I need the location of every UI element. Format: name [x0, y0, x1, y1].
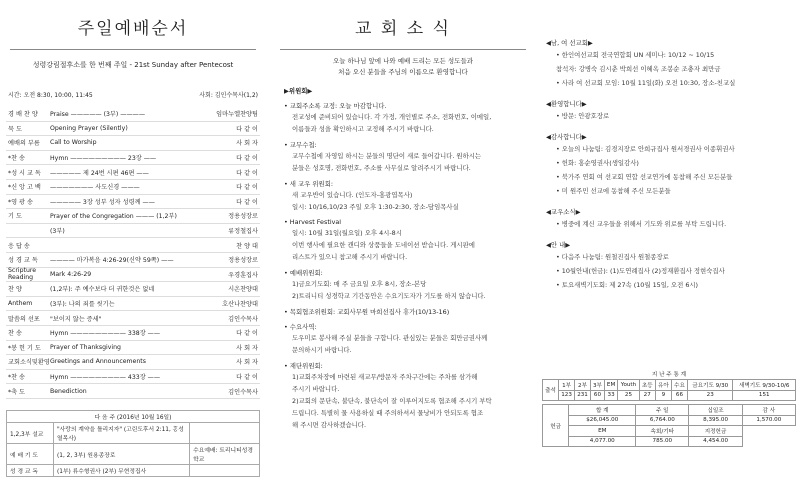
order-item-title: ————— 3장 성부 성자 성령께 —— — [50, 198, 155, 206]
news-heading: • Harvest Festival — [284, 218, 342, 226]
attendance-header: 새벽기도 9/30-10/6 — [733, 380, 796, 391]
order-row — [6, 180, 260, 195]
news-line: 일시: 10/16,10/23 주일 오후 1:30-2:30, 장소-담임목사실 — [292, 203, 459, 211]
attendance-value: 33 — [604, 390, 617, 401]
news-heading: • 재단위원회: — [284, 362, 323, 370]
announcement-line: 참석자: 강병숙 김시춘 박희선 이혜옥 조봉순 조충자 최만금 — [556, 65, 721, 73]
next-week-value: (1, 2, 3부) 원용종장로 — [54, 444, 190, 465]
announcement-line: • 북가주 연회 여 선교회 연합 선교연가에 동참해 주신 모든분들 — [556, 173, 733, 181]
news-line: 주시기 바랍니다. — [292, 385, 340, 393]
news-line: 이름들과 성을 확인하시고 교정해 주시기 바랍니다. — [292, 125, 434, 133]
announcement-line: • 사라 여 선교회 모임: 10월 11일(화) 오전 10:30, 장소-친교실 — [556, 79, 736, 87]
worship-time: 시간: 오전 8:30, 10:00, 11:45 — [8, 92, 93, 99]
next-week-row — [7, 465, 260, 477]
attendance-value: 25 — [618, 390, 639, 401]
order-item-title: ———— 마가복음 4:26-29(신약 59쪽) —— — [50, 257, 174, 265]
order-item-title: Hymn ————————— 23장 —— — [50, 155, 157, 163]
order-item-name: *축 도 — [8, 388, 26, 396]
attendance-header: 수요 — [671, 380, 687, 391]
church-news-title: 교 회 소 식 — [355, 19, 451, 39]
order-item-title: Greetings and Announcements — [50, 358, 146, 366]
attendance-value: 123 — [559, 390, 575, 401]
order-row — [6, 122, 260, 137]
order-item-leader: 정용성장로 — [228, 257, 258, 265]
money-header: EM — [569, 426, 636, 437]
order-item-leader: 정용성장로 — [228, 213, 258, 221]
money-label: 헌금 — [543, 405, 569, 447]
order-item-name: 교회소식및환영 — [8, 359, 50, 367]
next-week-row — [7, 444, 260, 465]
order-row — [6, 326, 260, 341]
order-item-name: 묵 도 — [8, 125, 22, 133]
money-value: 4,077.00 — [569, 436, 636, 447]
news-line: 전교성에 준비되어 있습니다. 각 가정, 개인별로 주소, 전화번호, 이메일, — [292, 113, 492, 121]
announcement-line: • 오늘의 나눔팀: 김경지장로 안희규집사 원서경권사 이종휘권사 — [556, 145, 735, 153]
order-item-title: (3부): 나의 죄를 씻기는 — [50, 301, 115, 309]
attendance-value: 60 — [591, 390, 605, 401]
announcement-line: • 방문: 안광호장로 — [556, 112, 610, 120]
money-value: 8,395.00 — [689, 415, 742, 426]
attendance-header: 1부 — [559, 380, 575, 391]
order-item-leader: 다 같 이 — [236, 169, 258, 177]
order-item-leader: 임마누엘찬양팀 — [216, 111, 258, 119]
money-value: 4,454.00 — [689, 436, 742, 447]
news-line: 분들은 성호명, 전화번호, 주소를 사무실로 알려주시기 바랍니다. — [292, 164, 471, 172]
next-week-value: (1부) 류수형권사 (2부) 무현정집사 — [54, 465, 190, 477]
news-sections — [284, 86, 522, 430]
attendance-value: 231 — [575, 390, 591, 401]
order-item-name: *찬 송 — [8, 373, 26, 381]
order-item-name: *찬 송 — [8, 155, 26, 163]
order-item-title: Prayer of the Congregation ——— (1,2부) — [50, 213, 177, 221]
order-item-name: *신 앙 고 백 — [8, 184, 41, 192]
news-line: 2)트리니티 성경학교 기간동안은 수요기도자가 기도를 하지 않습니다. — [292, 292, 486, 300]
order-item-title: "보이지 않는 증세" — [50, 315, 102, 323]
next-week-box — [6, 410, 260, 477]
order-item-leader: 사 회 자 — [236, 344, 258, 352]
announcement-heading: ◀안 내▶ — [546, 241, 571, 249]
order-row — [6, 136, 260, 151]
order-item-title: Hymn ————————— 338장 —— — [50, 330, 161, 338]
next-week-extra — [190, 465, 260, 477]
announcement-line: • 병중에 계신 교우들을 위해서 기도와 위로를 부탁 드립니다. — [556, 220, 727, 228]
next-week-label: 1,2,3부 설교 — [7, 423, 54, 444]
order-item-leader: 김인수목사 — [228, 315, 258, 323]
money-value: 785.00 — [636, 436, 689, 447]
order-row — [6, 238, 260, 253]
news-heading: • 예배위원회: — [284, 269, 323, 277]
news-heading: • 교회주소록 교정: 오늘 마감합니다. — [284, 102, 387, 110]
order-row — [6, 107, 260, 122]
announcement-sections — [546, 38, 792, 291]
attendance-label: 출석 — [543, 380, 559, 401]
attendance-header: Youth — [618, 380, 639, 391]
attendance-header: 초등 — [639, 380, 655, 391]
attendance-table — [542, 379, 796, 401]
order-item-leader: 다 같 이 — [236, 155, 258, 163]
announcement-line: • 10월안내(헌금): (1)도연례집사 (2)정재환집사 정현숙집사 — [556, 267, 725, 275]
order-row — [6, 195, 260, 210]
order-item-title: Praise ————— (3부) ———— — [50, 111, 146, 119]
news-line: 이번 행사에 필요한 캔디와 상품들을 도네이션 받습니다. 게시판에 — [292, 241, 475, 249]
attendance-header: 금요기도 9/30 — [688, 380, 733, 391]
order-item-leader: 류정철집사 — [228, 228, 258, 236]
order-item-title: (1,2부): 주 예수보다 더 귀한것은 없네 — [50, 286, 155, 294]
order-item-leader: 다 같 이 — [236, 330, 258, 338]
money-header: 감 사 — [742, 405, 795, 416]
order-item-title: ————— 제 24번 시편 46편 —— — [50, 169, 149, 177]
news-line: 문의하시기 바랍니다. — [292, 346, 352, 354]
order-row — [6, 253, 260, 268]
order-item-title: (3부) — [50, 228, 65, 236]
order-item-title: Mark 4:26-29 — [50, 270, 92, 278]
news-line: 1)금요기도회: 매 주 금요일 오후 8시, 장소-본당 — [292, 280, 427, 288]
order-item-name: *영 광 송 — [8, 198, 33, 206]
greeting-line: 처음 오신 분들을 주님의 이름으로 환영합니다 — [338, 68, 468, 76]
order-item-name: 응 답 송 — [8, 242, 30, 250]
order-item-leader: 김인수목사 — [228, 388, 258, 396]
worship-presider: 사회: 김인수목사(1,2) — [199, 92, 258, 99]
offering-stats — [542, 370, 796, 447]
order-item-name: Anthem — [8, 300, 33, 308]
money-header: 속회/기타 — [636, 426, 689, 437]
announcement-line: • 토요새벽기도회: 제 27속 (10월 15일, 오전 6시) — [556, 281, 699, 289]
order-item-name: 성 경 교 독 — [8, 257, 38, 265]
money-value: 1,570.00 — [742, 415, 795, 426]
attendance-header: 3부 — [591, 380, 605, 391]
offering-caption: 지 난 주 통 계 — [651, 372, 687, 378]
news-line: 리스트가 있으니 참고해 주시기 바랍니다. — [292, 253, 408, 261]
order-row — [6, 165, 260, 180]
announcement-line: • 헌화: 홍순영권사(생일감사) — [556, 159, 639, 167]
announcement-line: • 미 원주민 선교에 동참해 주신 모든분들 — [556, 187, 671, 195]
order-item-leader: 시온찬양대 — [228, 286, 258, 294]
worship-order-list — [6, 107, 260, 399]
attendance-header: 유아 — [655, 380, 671, 391]
next-week-title: 다 음 주 (2016년 10월 16일) — [6, 410, 260, 422]
order-item-leader: 다 같 이 — [236, 184, 258, 192]
order-item-leader: 우경훈집사 — [228, 271, 258, 279]
order-item-title: Opening Prayer (Silently) — [50, 124, 128, 132]
money-value: 6,764.00 — [636, 415, 689, 426]
attendance-value: 27 — [639, 390, 655, 401]
attendance-value: 151 — [733, 390, 796, 401]
order-item-name: *성 시 교 독 — [8, 169, 41, 177]
order-row — [6, 341, 260, 356]
news-line: 1)교회주차장에 마련된 새교무/방문자 주차구간에는 주차를 삼가해 — [292, 373, 478, 381]
money-header: 십일조 — [689, 405, 742, 416]
order-item-leader: 다 같 이 — [236, 198, 258, 206]
news-line: 드립니다. 특별히 물 사용하실 때 주의하셔서 물낭비가 안되도록 협조 — [292, 409, 484, 417]
order-row — [6, 370, 260, 385]
worship-order-column — [0, 0, 266, 486]
order-item-leader: 다 같 이 — [236, 125, 258, 133]
order-item-name: 경 배 찬 양 — [8, 111, 38, 119]
next-week-extra: 수요예배: 트리니티성경학교 — [190, 444, 260, 465]
attendance-header: 2부 — [575, 380, 591, 391]
order-item-leader: 찬 양 대 — [236, 242, 258, 250]
order-item-name: 찬 양 — [8, 286, 22, 294]
order-item-name: *봉 헌 기 도 — [8, 344, 41, 352]
announcement-line: • 다음주 나눔팀: 원철진집사 원철종장로 — [556, 253, 669, 261]
order-item-title: ——————— 사도신경 ——— — [50, 184, 140, 192]
news-heading: • 교무수첩: — [284, 141, 317, 149]
news-line: 2)교회의 문단속, 불단속, 불단속이 잘 이루어지도록 협조해 주시기 부탁 — [292, 397, 492, 405]
news-line: 일시: 10월 31일(월요일) 오후 4시-8시 — [292, 229, 402, 237]
order-row — [6, 384, 260, 399]
next-week-value: "사랑의 계약을 틀리지자" (고린도후서 2:11, 홍성열목사) — [54, 423, 190, 444]
announcement-heading: ◀환영합니다▶ — [546, 100, 587, 108]
money-table — [542, 404, 796, 447]
order-row — [6, 268, 260, 283]
order-row — [6, 355, 260, 370]
order-item-title: Call to Worship — [50, 139, 97, 147]
next-week-row — [7, 423, 260, 444]
greeting-line: 오늘 하나님 앞에 나와 예배 드리는 모든 성도들과 — [332, 57, 474, 65]
money-header: 합 계 — [569, 405, 636, 416]
order-item-name: 예배의 부름 — [8, 140, 40, 148]
order-item-name: 찬 송 — [8, 330, 22, 338]
order-item-name: 기 도 — [8, 213, 22, 221]
order-item-leader: 사 회 자 — [236, 140, 258, 148]
news-heading: ▶위원회▶ — [284, 87, 313, 95]
attendance-value: 66 — [671, 390, 687, 401]
title-divider — [280, 49, 526, 50]
next-week-label: 성 경 교 독 — [7, 465, 54, 477]
order-item-name: 말씀의 선포 — [8, 315, 40, 323]
title-divider — [10, 49, 256, 50]
order-item-title: Benediction — [50, 387, 87, 395]
announcement-heading: ◀감사합니다▶ — [546, 133, 587, 141]
news-heading: • 목회협조위원회: 교회사무원 마희선집사 휴가(10/13-16) — [284, 308, 450, 316]
order-item-leader: 호산나찬양대 — [222, 301, 258, 309]
order-row — [6, 224, 260, 239]
money-header: 지정헌금 — [689, 426, 742, 437]
announcement-line: • 한인여선교회 전국연합회 UN 세미나: 10/12 ~ 10/15 — [556, 51, 715, 59]
attendance-value: 9 — [655, 390, 671, 401]
church-news-column — [270, 0, 536, 486]
news-line: 해 주시면 감사하겠습니다. — [292, 421, 367, 429]
order-item-title: Prayer of Thanksgiving — [50, 343, 121, 351]
order-item-title: Hymn ————————— 433장 —— — [50, 373, 161, 381]
order-item-name: Scripture Reading — [8, 267, 37, 282]
news-heading: • 수요사역: — [284, 323, 317, 331]
money-header: 주 일 — [636, 405, 689, 416]
order-item-leader: 다 같 이 — [236, 373, 258, 381]
attendance-value: 23 — [688, 390, 733, 401]
worship-subtitle: 성령강림절후소를 한 번째 주일 - 21st Sunday after Pentecost — [32, 61, 234, 69]
next-week-table — [6, 422, 260, 477]
next-week-label: 예 배 기 도 — [7, 444, 54, 465]
news-line: 교무수첩에 자영입 하시는 분들의 명단이 새로 들어갑니다. 원하시는 — [292, 152, 482, 160]
order-row — [6, 151, 260, 166]
news-heading: • 새 교우 위원회: — [284, 180, 334, 188]
news-line: 새 교우반이 있습니다. (인도자-홍광엽목사) — [292, 191, 413, 199]
announcement-heading: ◀교우소식▶ — [546, 208, 581, 216]
next-week-extra — [190, 423, 260, 444]
worship-order-title: 주일예배순서 — [77, 19, 189, 39]
news-line: 도우미로 봉사해 주실 분들을 구합니다. 관심있는 분들은 회만금권사께 — [292, 334, 488, 342]
attendance-header: EM — [604, 380, 617, 391]
order-row — [6, 297, 260, 312]
order-item-leader: 사 회 자 — [236, 359, 258, 367]
order-row — [6, 209, 260, 224]
money-value: $26,045.00 — [569, 415, 636, 426]
welcome-greeting — [270, 56, 536, 78]
announcement-heading: ◀남, 여 선교회▶ — [546, 39, 593, 47]
order-row — [6, 282, 260, 297]
worship-meta — [0, 90, 266, 99]
order-row — [6, 311, 260, 326]
